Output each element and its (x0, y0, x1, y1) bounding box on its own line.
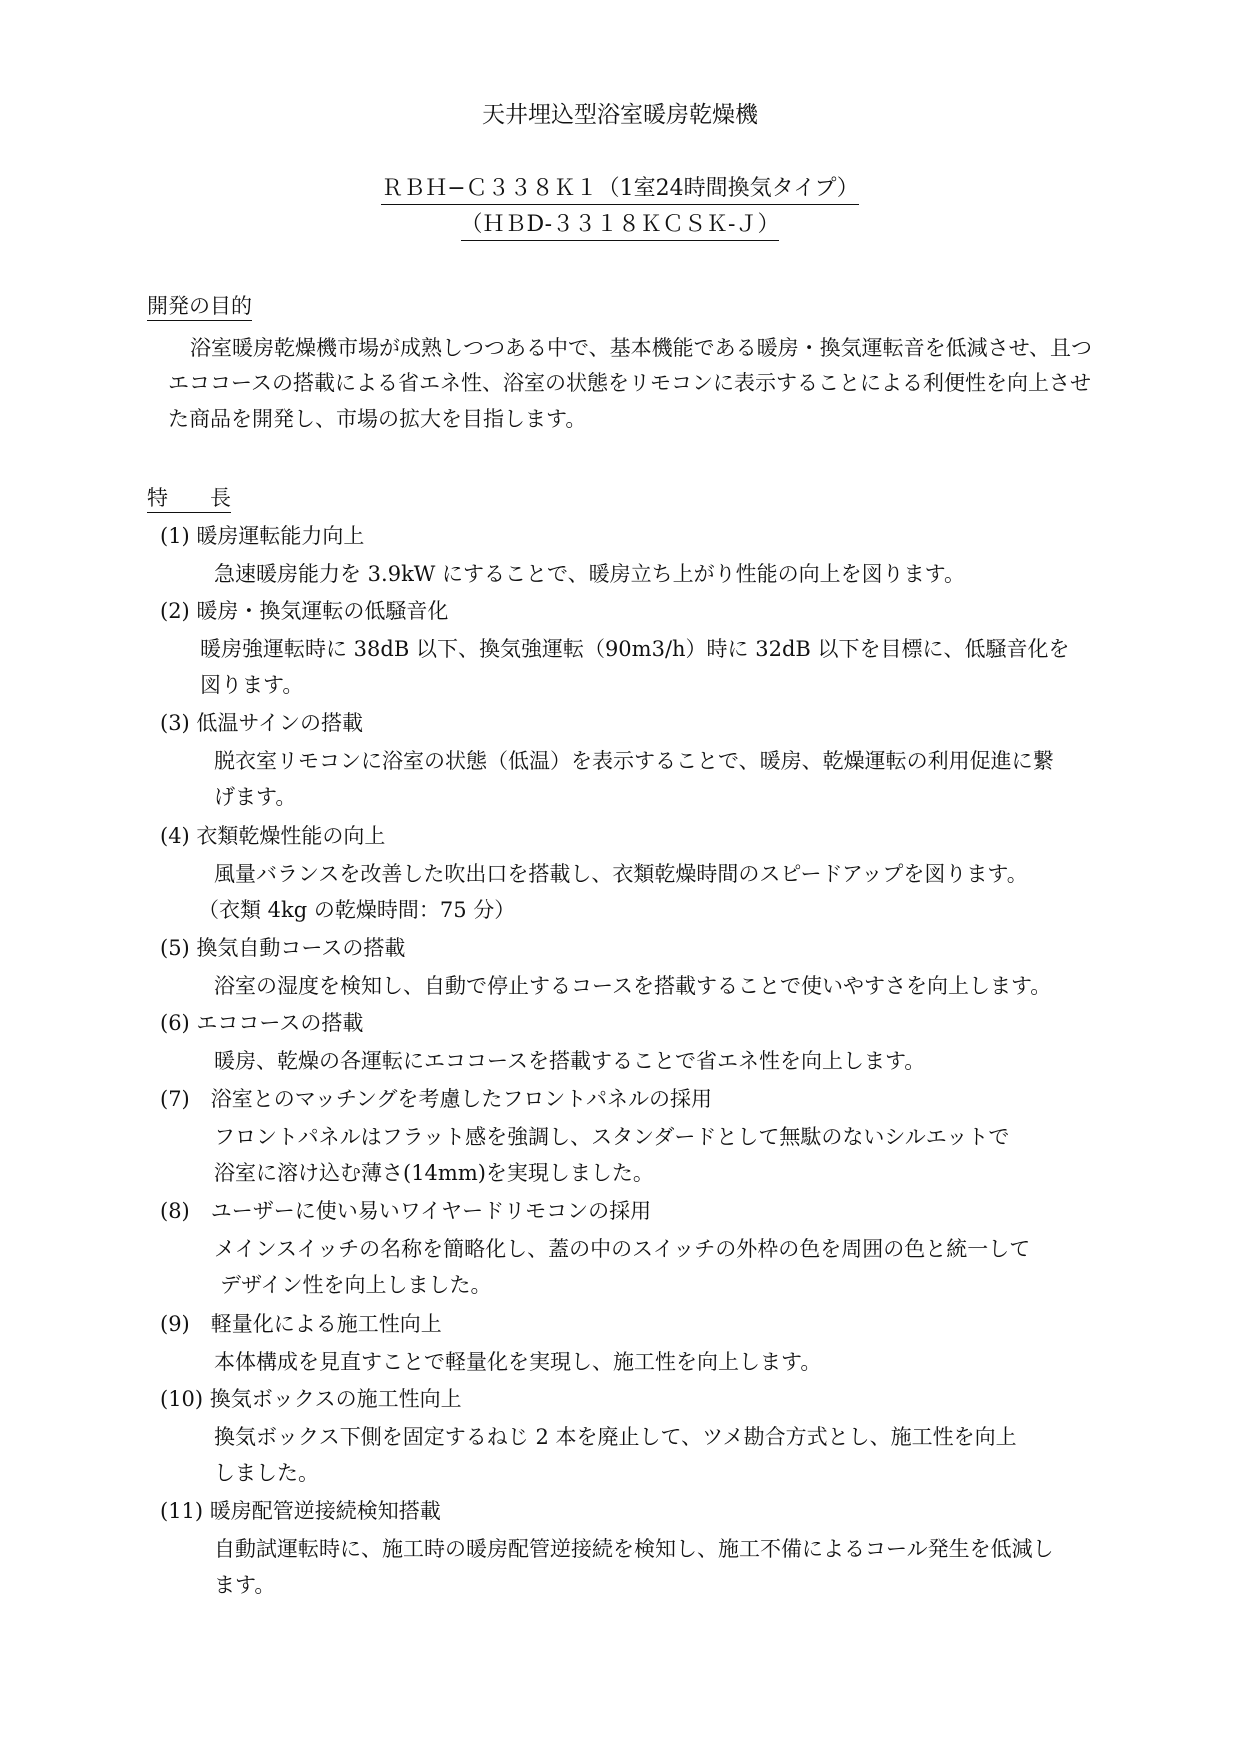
model-number-line-2: （ＨＢD-３３１８ＫＣＳＫ-Ｊ） (0, 214, 1240, 241)
features-heading: 特 長 (147, 488, 231, 513)
model-number-line-1: ＲＢＨ−Ｃ３３８Ｋ１（1室24時間換気タイプ） (0, 178, 1240, 205)
feature-title-2: (2) 暖房・換気運転の低騒音化 (160, 599, 449, 623)
feature-text-10: しました。 (214, 1461, 319, 1485)
feature-title-5: (5) 換気自動コースの搭載 (160, 936, 406, 960)
feature-text-2: 図ります。 (200, 673, 304, 697)
feature-text-3: 脱衣室リモコンに浴室の状態（低温）を表示することで、暖房、乾燥運転の利用促進に繋 (214, 749, 1054, 773)
feature-text-9: 本体構成を見直すことで軽量化を実現し、施工性を向上します。 (214, 1350, 822, 1374)
feature-text-8: デザイン性を向上しました。 (220, 1273, 492, 1297)
feature-text-6: 暖房、乾燥の各運転にエココースを搭載することで省エネ性を向上します。 (214, 1049, 926, 1073)
feature-text-4: （衣類 4kg の乾燥時間：75 分） (198, 898, 516, 922)
feature-text-7: フロントパネルはフラット感を強調し、スタンダードとして無駄のないシルエットで (214, 1125, 1010, 1149)
feature-title-1: (1) 暖房運転能力向上 (160, 524, 365, 548)
purpose-line: た商品を開発し、市場の拡大を目指します。 (168, 407, 587, 431)
feature-title-9: (9) 軽量化による施工性向上 (160, 1312, 442, 1336)
feature-text-5: 浴室の湿度を検知し、自動で停止するコースを搭載することで使いやすさを向上します。 (214, 974, 1052, 998)
feature-title-4: (4) 衣類乾燥性能の向上 (160, 824, 386, 848)
feature-title-10: (10) 換気ボックスの施工性向上 (160, 1387, 462, 1411)
feature-text-7: 浴室に溶け込む薄さ(14mm)を実現しました。 (214, 1161, 654, 1185)
feature-title-7: (7) 浴室とのマッチングを考慮したフロントパネルの採用 (160, 1087, 713, 1111)
purpose-heading: 開発の目的 (147, 296, 252, 321)
feature-text-4: 風量バランスを改善した吹出口を搭載し、衣類乾燥時間のスピードアップを図ります。 (214, 862, 1028, 886)
purpose-line: エココースの搭載による省エネ性、浴室の状態をリモコンに表示することによる利便性を向上させ (168, 371, 1091, 395)
feature-text-8: メインスイッチの名称を簡略化し、蓋の中のスイッチの外枠の色を周囲の色と統一して (214, 1237, 1031, 1261)
purpose-line: 浴室暖房乾燥機市場が成熟しつつある中で、基本機能である暖房・換気運転音を低減させ、且つ (190, 336, 1092, 360)
feature-title-8: (8) ユーザーに使い易いワイヤードリモコンの採用 (160, 1199, 652, 1223)
document-title: 天井埋込型浴室暖房乾燥機 (482, 102, 758, 128)
feature-text-10: 換気ボックス下側を固定するねじ 2 本を廃止して、ツメ勘合方式とし、施工性を向上 (214, 1425, 1017, 1449)
feature-title-3: (3) 低温サインの搭載 (160, 711, 363, 735)
feature-text-11: 自動試運転時に、施工時の暖房配管逆接続を検知し、施工不備によるコール発生を低減し (214, 1537, 1054, 1561)
feature-text-11: ます。 (214, 1573, 276, 1597)
feature-text-2: 暖房強運転時に 38dB 以下、換気強運転（90m3/h）時に 32dB 以下を目標に、低騒音化を (200, 637, 1070, 661)
feature-text-3: げます。 (214, 785, 297, 809)
feature-text-1: 急速暖房能力を 3.9kW にすることで、暖房立ち上がり性能の向上を図ります。 (214, 562, 965, 586)
feature-title-6: (6) エココースの搭載 (160, 1011, 364, 1035)
feature-title-11: (11) 暖房配管逆接続検知搭載 (160, 1499, 441, 1523)
